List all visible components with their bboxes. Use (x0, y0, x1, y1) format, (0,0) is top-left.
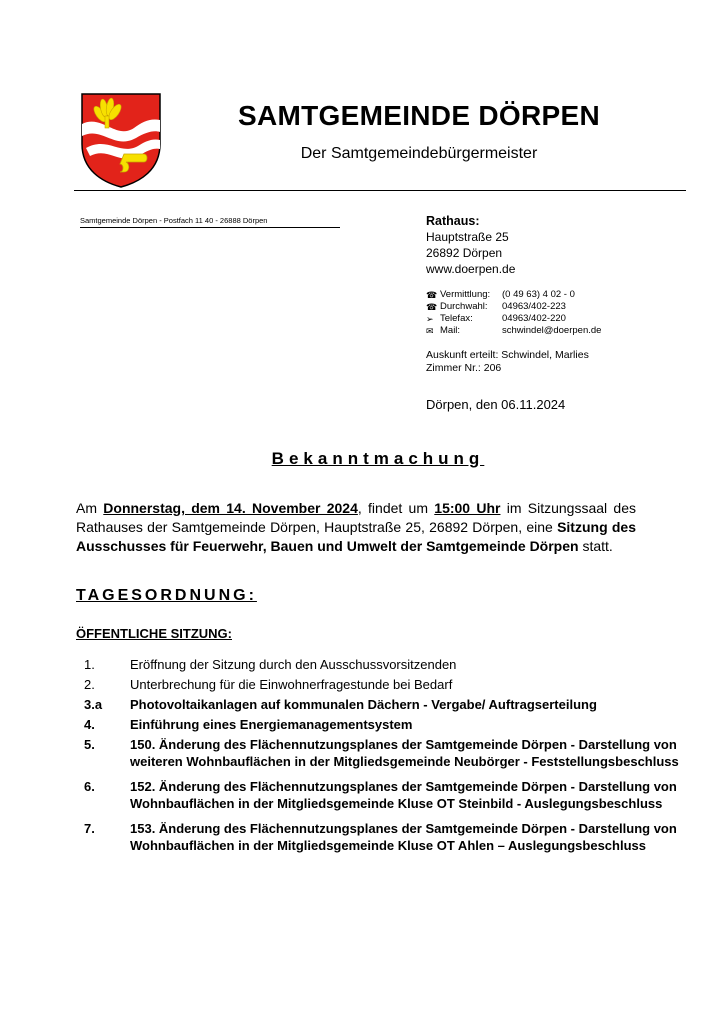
contact-value: 04963/402-220 (502, 313, 566, 324)
organization-subtitle: Der Samtgemeindebürgermeister (300, 145, 538, 162)
contact-label: Vermittlung: (440, 289, 491, 300)
info-block (426, 349, 706, 375)
intro-text: Am (76, 500, 104, 516)
header-divider (74, 190, 686, 191)
agenda-item (84, 778, 694, 812)
info-contact-person: Auskunft erteilt: Schwindel, Marlies (426, 349, 589, 361)
intro-paragraph (76, 499, 636, 556)
agenda-item-text: 152. Änderung des Flächennutzungsplanes der Samtgemeinde Dörpen - Darstellung von Wohnbauflächen in der Mitgliedsgemeinde Kluse OT Steinbild - Auslegungsbeschluss (130, 779, 677, 811)
agenda-item-text: Photovoltaikanlagen auf kommunalen Dächern - Vergabe/ Auftragserteilung (130, 697, 597, 712)
agenda-item-number: 2. (84, 677, 95, 692)
coat-of-arms-logo (80, 92, 162, 188)
agenda-list (84, 656, 694, 854)
agenda-heading: TAGESORDNUNG: (76, 587, 257, 604)
intro-text: statt. (578, 538, 613, 554)
intro-text: , findet um (357, 500, 435, 516)
meeting-time: 15:00 Uhr (434, 500, 501, 516)
agenda-item (84, 676, 694, 693)
contact-city: 26892 Dörpen (426, 246, 503, 260)
contact-street: Hauptstraße 25 (426, 230, 509, 244)
agenda-item (84, 716, 694, 733)
contact-line-fax (426, 313, 706, 325)
intro-text: im Sitzungssaal des Rathauses der Samtgemeinde Dörpen, Hauptstraße 25, 26892 Dörpen, eine (76, 500, 636, 535)
agenda-item (84, 736, 694, 770)
document-date: Dörpen, den 06.11.2024 (426, 397, 566, 412)
agenda-item-number: 7. (84, 821, 95, 836)
phone-icon: ☎ (426, 290, 438, 300)
organization-title: SAMTGEMEINDE DÖRPEN (238, 100, 600, 131)
contact-heading: Rathaus: (426, 214, 480, 228)
contact-email-link[interactable]: schwindel@doerpen.de (502, 325, 602, 336)
contact-value: (0 49 63) 4 02 - 0 (502, 289, 575, 300)
contact-lines (426, 289, 706, 337)
agenda-item-text: Eröffnung der Sitzung durch den Ausschussvorsitzenden (130, 657, 457, 672)
return-address: Samtgemeinde Dörpen - Postfach 11 40 - 26888 Dörpen (80, 216, 340, 228)
fax-icon: ➢ (426, 314, 434, 324)
contact-line-switchboard (426, 289, 706, 301)
agenda-item-number: 4. (84, 717, 95, 732)
contact-label: Mail: (440, 325, 461, 336)
agenda-item-number: 5. (84, 737, 95, 752)
agenda-item-text: 153. Änderung des Flächennutzungsplanes der Samtgemeinde Dörpen - Darstellung von Wohnbauflächen in der Mitgliedsgemeinde Kluse OT Ahlen – Auslegungsbeschluss (130, 821, 677, 853)
contact-value: 04963/402-223 (502, 301, 566, 312)
contact-label: Telefax: (440, 313, 473, 324)
phone-icon: ☎ (426, 302, 438, 312)
agenda-item (84, 820, 694, 854)
agenda-item-text: Unterbrechung für die Einwohnerfragestunde bei Bedarf (130, 677, 453, 692)
info-room: Zimmer Nr.: 206 (426, 362, 502, 374)
contact-line-mail (426, 325, 706, 337)
contact-block (426, 213, 706, 375)
agenda-item-number: 1. (84, 657, 95, 672)
contact-line-direct (426, 301, 706, 313)
agenda-item-number: 3.a (84, 697, 103, 712)
agenda-item (84, 696, 694, 713)
agenda-item-text: 150. Änderung des Flächennutzungsplanes der Samtgemeinde Dörpen - Darstellung von weiteren Wohnbauflächen in der Mitgliedsgemeinde Neubörger - Feststellungsbeschluss (130, 737, 679, 769)
contact-website[interactable]: www.doerpen.de (426, 262, 516, 276)
meeting-day: Donnerstag, dem 14. November 2024 (103, 500, 358, 516)
meeting-name: Sitzung des Ausschusses für Feuerwehr, Bauen und Umwelt der Samtgemeinde Dörpen (76, 519, 636, 554)
mail-icon: ✉ (426, 326, 434, 336)
notice-title-text: Bekanntmachung (271, 449, 485, 468)
agenda-item (84, 656, 694, 673)
notice-title (0, 449, 724, 469)
agenda-item-text: Einführung eines Energiemanagementsystem (130, 717, 413, 732)
public-session-heading: ÖFFENTLICHE SITZUNG: (76, 626, 232, 641)
agenda-item-number: 6. (84, 779, 95, 794)
contact-label: Durchwahl: (440, 301, 488, 312)
